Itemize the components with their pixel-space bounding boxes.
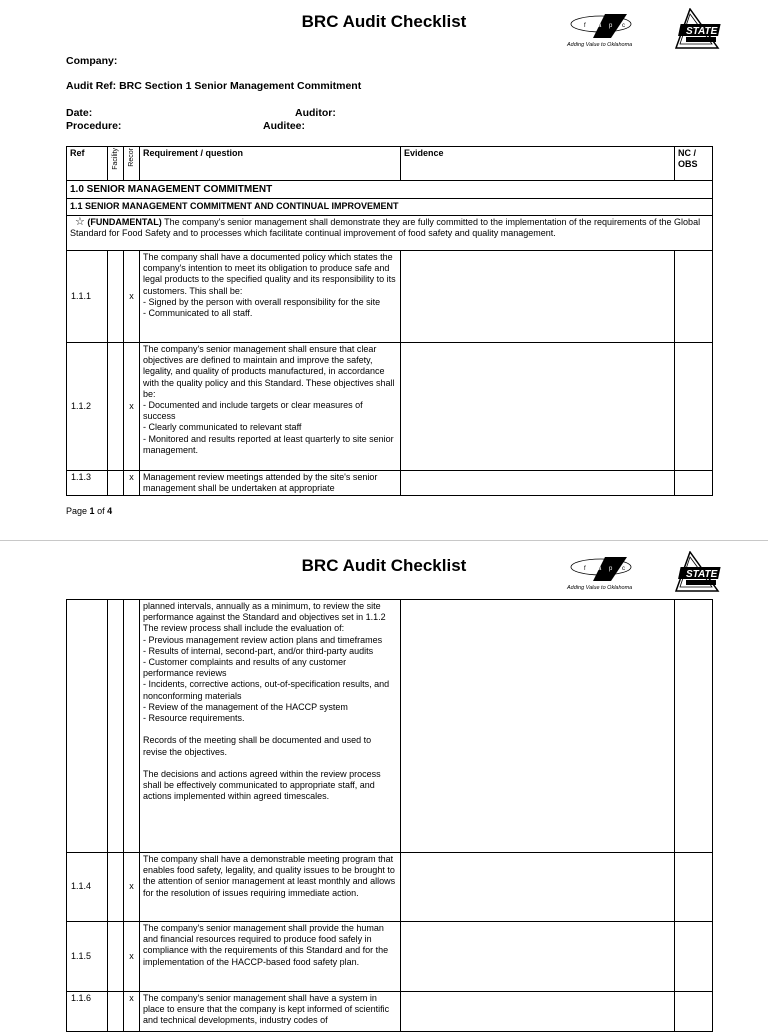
row-ref: 1.1.2	[67, 343, 108, 471]
row-ref: 1.1.6	[67, 992, 108, 1032]
evidence-cell[interactable]	[401, 853, 675, 922]
evidence-cell[interactable]	[401, 600, 675, 853]
audit-checklist-table	[66, 146, 713, 496]
row-requirement-continued: planned intervals, annually as a minimum, to review the site performance against the Standard and objectives set in 1.1.2 The review process shall include the evaluation of: - Previous management review action plans and timeframes - Results of internal, second-part, and/or third-party audits - Customer complaints and results of any customer performance reviews - Incidents, corrective actions, out-of-specification results, and nonconforming materials - Review of the management of the HACCP system - Resource requirements. Records of the meeting shall be documented and used to revise the objectives. The decisions and actions agreed within the review process shall be effectively communicated to appropriate staff, and actions implemented within agreed timescales.	[140, 600, 401, 853]
fundamental-label: (FUNDAMENTAL)	[87, 217, 162, 227]
table-row	[67, 343, 713, 471]
audit-checklist-table-continued	[66, 599, 713, 1032]
row-requirement: The company's senior management shall ensure that clear objectives are defined to maintain and improve the safety, legality, and quality of products manufactured, in accordance with the quality policy and this Standard. These objectives shall be: - Documented and include targets or clear measures of success - Clearly communicated to relevant staff - Monitored and results reported at least quarterly to site senior management.	[140, 343, 401, 471]
row-mark: x	[124, 343, 140, 471]
fundamental-cell	[67, 216, 713, 251]
evidence-cell[interactable]	[401, 251, 675, 343]
fapc-letter-a: a	[598, 23, 602, 29]
table-row	[67, 251, 713, 343]
evidence-cell[interactable]	[401, 343, 675, 471]
page-title: BRC Audit Checklist	[301, 12, 467, 31]
fapc-tagline: Adding Value to Oklahoma	[567, 585, 633, 591]
audit-ref	[66, 80, 361, 92]
nc-obs-cell[interactable]	[675, 251, 713, 343]
fapc-letter-f: f	[584, 23, 586, 29]
fapc-letter-a: a	[598, 566, 602, 572]
section-1-1-heading: 1.1 SENIOR MANAGEMENT COMMITMENT AND CONTINUAL IMPROVEMENT	[67, 199, 713, 216]
osu-text: STATE	[686, 26, 718, 37]
osu-text: STATE	[686, 569, 718, 580]
row-mark: x	[124, 471, 140, 496]
section-row	[67, 181, 713, 199]
evidence-cell[interactable]	[401, 922, 675, 992]
header-facility: Facility	[111, 148, 119, 170]
auditor-label: Auditor:	[295, 107, 336, 119]
table-header-row	[67, 147, 713, 181]
footer-page-total: 4	[107, 506, 113, 516]
header-record: Recor	[127, 148, 135, 167]
table-row	[67, 922, 713, 992]
evidence-cell[interactable]	[401, 992, 675, 1032]
page-title-2: BRC Audit Checklist	[301, 556, 467, 575]
date-label: Date:	[66, 107, 93, 119]
nc-obs-cell[interactable]	[675, 992, 713, 1032]
fapc-letter-c: c	[622, 566, 625, 572]
header-ref: Ref	[67, 147, 108, 181]
row-requirement: The company shall have a documented policy which states the company's intention to meet its obligation to produce safe and legal products to the specified quality and its responsibility to its customers. This shall be: - Signed by the person with overall responsibility for the site - Communicated to all staff.	[140, 251, 401, 343]
subsection-row	[67, 199, 713, 216]
table-row	[67, 992, 713, 1032]
table-row	[67, 600, 713, 853]
row-requirement: Management review meetings attended by the site's senior management shall be undertaken at appropriate	[140, 471, 401, 496]
fapc-logo	[565, 10, 645, 50]
fapc-tagline: Adding Value to Oklahoma	[567, 42, 633, 48]
nc-obs-cell[interactable]	[675, 471, 713, 496]
footer-of-word: of	[97, 506, 105, 516]
fapc-letter-c: c	[622, 23, 625, 29]
osu-logo	[672, 8, 726, 50]
fapc-letter-f: f	[584, 566, 586, 572]
footer-page-word: Page	[66, 506, 88, 516]
audit-ref-label: Audit Ref:	[66, 80, 117, 92]
row-mark: x	[124, 992, 140, 1032]
nc-obs-cell[interactable]	[675, 922, 713, 992]
row-mark: x	[124, 922, 140, 992]
fundamental-row	[67, 216, 713, 251]
auditee-label: Auditee:	[263, 120, 305, 132]
row-requirement: The company shall have a demonstrable meeting program that enables food safety, legality, and quality issues to be brought to the attention of senior management at least monthly and allows for the resolution of issues requiring immediate action.	[140, 853, 401, 922]
nc-obs-cell[interactable]	[675, 853, 713, 922]
row-ref: 1.1.4	[67, 853, 108, 922]
star-icon: ☆	[75, 216, 85, 228]
row-mark: x	[124, 251, 140, 343]
nc-obs-cell[interactable]	[675, 600, 713, 853]
row-requirement: The company's senior management shall have a system in place to ensure that the company is kept informed of scientific and technical developments, industry codes of	[140, 992, 401, 1032]
fapc-letter-p: p	[609, 23, 613, 29]
fapc-logo-2	[565, 553, 645, 593]
header-requirement: Requirement / question	[140, 147, 401, 181]
header-nc-obs: NC / OBS	[675, 147, 713, 181]
procedure-label: Procedure:	[66, 120, 122, 132]
audit-ref-value: BRC Section 1 Senior Management Commitment	[119, 80, 362, 92]
row-ref: 1.1.3	[67, 471, 108, 496]
osu-logo-2	[672, 551, 726, 593]
fundamental-text: The company's senior management shall demonstrate they are fully committed to the implementation of the requirements of the Global Standard for Food Safety and to processes which facilitate continual improvement of food safety and quality management.	[70, 217, 701, 239]
row-ref: 1.1.5	[67, 922, 108, 992]
table-row	[67, 853, 713, 922]
fapc-letter-p: p	[609, 566, 613, 572]
company-label: Company:	[66, 55, 118, 67]
row-ref: 1.1.1	[67, 251, 108, 343]
table-row	[67, 471, 713, 496]
row-requirement: The company's senior management shall provide the human and financial resources required to produce food safely in compliance with the requirements of this Standard and for the implementation of the HACCP-based food safety plan.	[140, 922, 401, 992]
page-footer	[66, 506, 112, 516]
section-1-0-heading: 1.0 SENIOR MANAGEMENT COMMITMENT	[67, 181, 713, 199]
page-2	[0, 540, 768, 1025]
evidence-cell[interactable]	[401, 471, 675, 496]
nc-obs-cell[interactable]	[675, 343, 713, 471]
header-evidence: Evidence	[401, 147, 675, 181]
footer-page-number: 1	[89, 506, 95, 516]
row-mark: x	[124, 853, 140, 922]
